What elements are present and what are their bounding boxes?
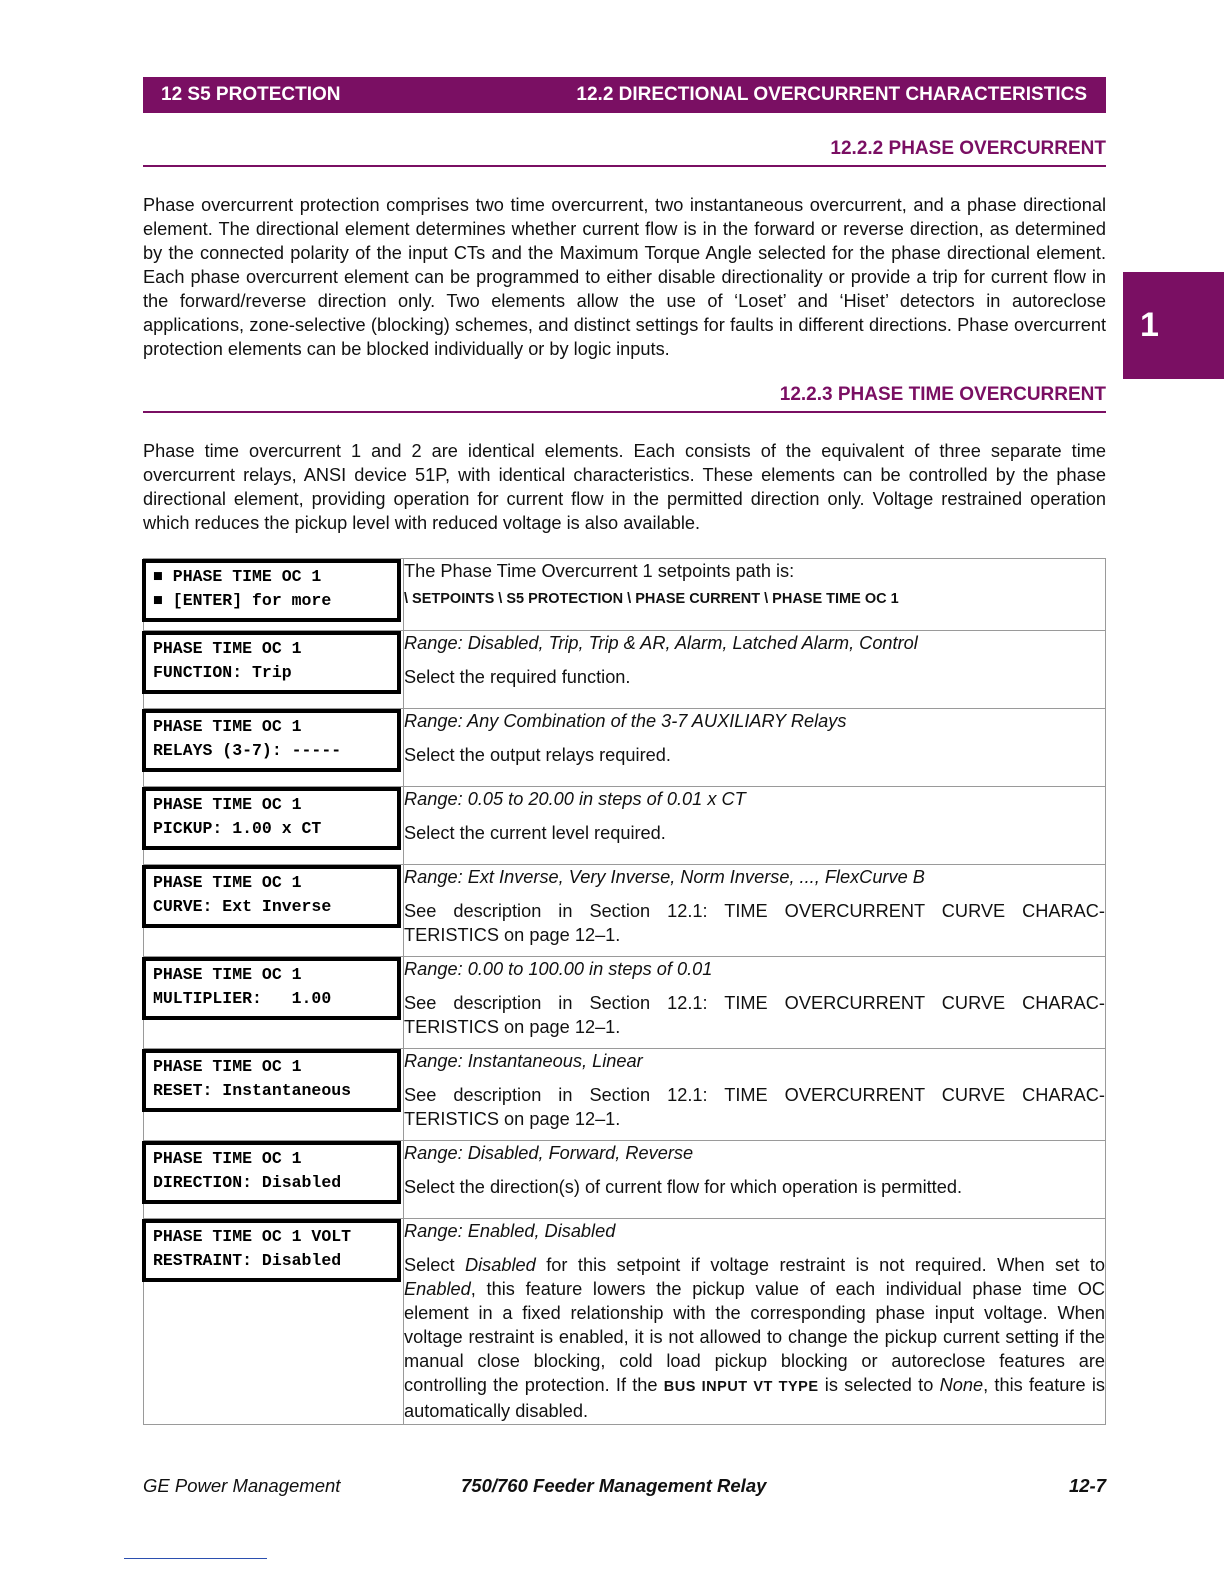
setpoint-description: Select the output relays required.	[404, 745, 671, 765]
section-title-phase-time-overcurrent: 12.2.3 PHASE TIME OVERCURRENT	[143, 384, 1106, 413]
setpoint-range: Range: 0.05 to 20.00 in steps of 0.01 x CT	[404, 789, 746, 809]
setpoint-description: Select the current level required.	[404, 823, 666, 843]
setpoint-row	[144, 1219, 1106, 1425]
setpoint-range: Range: Disabled, Trip, Trip & AR, Alarm, Latched Alarm, Control	[404, 633, 918, 653]
lcd-display: PHASE TIME OC 1 DIRECTION: Disabled	[142, 1141, 401, 1204]
lcd-display: PHASE TIME OC 1 RELAYS (3-7): -----	[142, 709, 401, 772]
section-title-phase-overcurrent: 12.2.2 PHASE OVERCURRENT	[143, 138, 1106, 167]
setpoint-row	[144, 631, 1106, 709]
setpoint-range: Range: Any Combination of the 3-7 AUXILIARY Relays	[404, 711, 847, 731]
setpoint-row	[144, 1141, 1106, 1219]
setpoint-path: \ SETPOINTS \ S5 PROTECTION \ PHASE CURRENT \ PHASE TIME OC 1	[404, 591, 899, 607]
lcd-display: PHASE TIME OC 1 VOLT RESTRAINT: Disabled	[142, 1219, 401, 1282]
running-header	[143, 77, 1106, 113]
setpoint-reference: BUS INPUT VT TYPE	[663, 1379, 819, 1395]
setpoint-range: Range: 0.00 to 100.00 in steps of 0.01	[404, 959, 713, 979]
setpoint-description: See description in Section 12.1: TIME OVERCURRENT CURVE CHARAC- TERISTICS on page 12–1.	[404, 901, 1105, 945]
lcd-display: ■ PHASE TIME OC 1 ■ [ENTER] for more	[142, 559, 401, 622]
lcd-display: PHASE TIME OC 1 CURVE: Ext Inverse	[142, 865, 401, 928]
setpoint-description: See description in Section 12.1: TIME OVERCURRENT CURVE CHARAC- TERISTICS on page 12–1.	[404, 1085, 1105, 1129]
footer-manual-title: 750/760 Feeder Management Relay	[461, 1475, 767, 1496]
setpoint-description: Select the direction(s) of current flow for which operation is permitted.	[404, 1177, 962, 1197]
footnote-rule	[124, 1558, 267, 1559]
setpoint-row	[144, 1049, 1106, 1141]
lcd-display: PHASE TIME OC 1 RESET: Instantaneous	[142, 1049, 401, 1112]
header-section: 12.2 DIRECTIONAL OVERCURRENT CHARACTERISTICS	[576, 84, 1087, 105]
setpoint-description: Select the required function.	[404, 667, 631, 687]
setpoint-description: See description in Section 12.1: TIME OVERCURRENT CURVE CHARAC- TERISTICS on page 12–1.	[404, 993, 1105, 1037]
setpoints-table	[143, 558, 1106, 1425]
setpoint-range: Range: Disabled, Forward, Reverse	[404, 1143, 694, 1163]
section-body-phase-time-overcurrent: Phase time overcurrent 1 and 2 are identical elements. Each consists of the equivalent of three separate time overcurrent relays, ANSI device 51P, with identical characteristics. These elements can be controlled by the phase directional element, providing operation for current flow in the permitted direction only. Voltage restrained operation which reduces the pickup level with reduced voltage is also available.	[143, 441, 1106, 533]
setpoint-row	[144, 957, 1106, 1049]
chapter-tab	[1123, 272, 1224, 379]
setpoint-range: Range: Ext Inverse, Very Inverse, Norm Inverse, ..., FlexCurve B	[404, 867, 925, 887]
setpoint-path-intro: The Phase Time Overcurrent 1 setpoints path is:	[404, 561, 795, 581]
setpoint-range: Range: Instantaneous, Linear	[404, 1051, 643, 1071]
setpoint-row	[144, 787, 1106, 865]
setpoint-description: Select Disabled for this setpoint if voltage restraint is not required. When set to Enabled, this feature lowers the pickup value of each individual phase time OC element in a fixed relationship with the corresponding phase input voltage. When voltage restraint is enabled, it is not allowed to change the pickup current setting if the manual close blocking, cold load pickup blocking or autoreclose features are controlling the protection. If the BUS INPUT VT TYPE is selected to None, this feature is automatically disabled.	[404, 1255, 1105, 1421]
page-number: 12-7	[1068, 1475, 1106, 1496]
setpoint-range: Range: Enabled, Disabled	[404, 1221, 616, 1241]
footer-company: GE Power Management	[143, 1475, 341, 1496]
header-chapter: 12 S5 PROTECTION	[161, 84, 341, 105]
chapter-tab-number: 1	[1140, 306, 1159, 344]
setpoint-row	[144, 865, 1106, 957]
section-body-phase-overcurrent: Phase overcurrent protection comprises two time overcurrent, two instantaneous overcurrent, and a phase directional element. The directional element determines whether current flow is in the forward or reverse direction, as determined by the connected polarity of the input CTs and the Maximum Torque Angle selected for the phase directional element. Each phase overcurrent element can be programmed to either disable directionality or provide a trip for current flow in the forward/reverse direction only. Two elements allow the use of ‘Loset’ and ‘Hiset’ detectors in autoreclose applications, zone-selective (blocking) schemes, and distinct settings for faults in different directions. Phase overcurrent protection elements can be blocked individually or by logic inputs.	[143, 195, 1106, 359]
lcd-display: PHASE TIME OC 1 MULTIPLIER: 1.00	[142, 957, 401, 1020]
setpoint-row	[144, 709, 1106, 787]
setpoint-row	[144, 559, 1106, 631]
lcd-display: PHASE TIME OC 1 PICKUP: 1.00 x CT	[142, 787, 401, 850]
lcd-display: PHASE TIME OC 1 FUNCTION: Trip	[142, 631, 401, 694]
